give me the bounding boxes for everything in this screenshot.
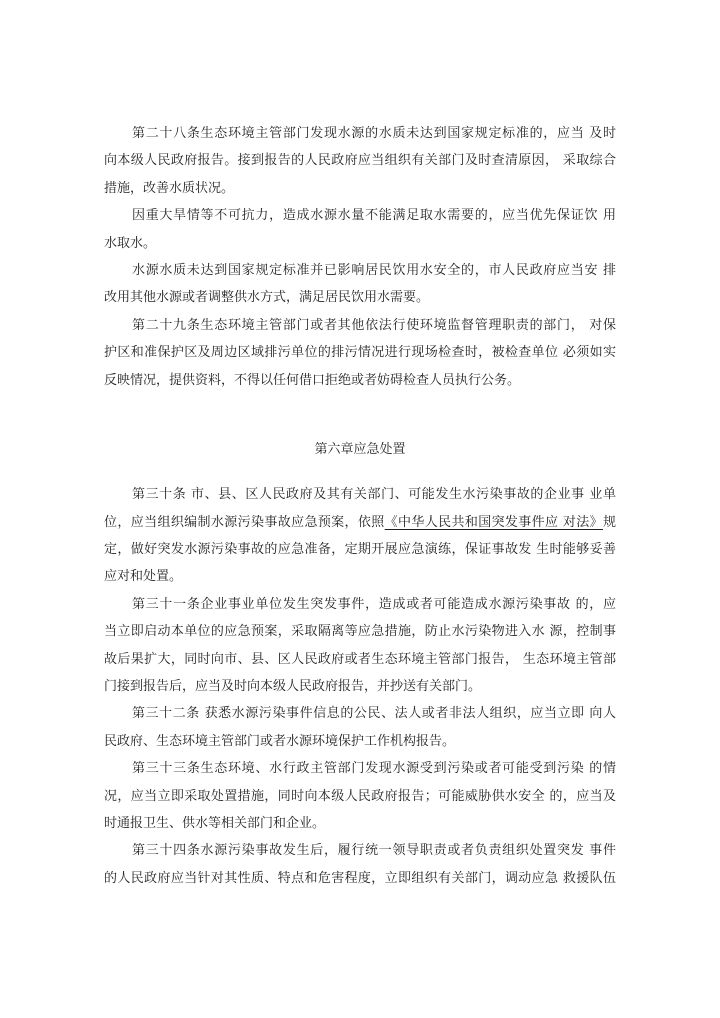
document-page bbox=[104, 120, 616, 892]
law-reference: 《中华人民共和国突发事件应 对法》 bbox=[384, 514, 603, 530]
text-line: 护区和准保护区及周边区域排污单位的排污情况进行现场检查时，被检查单位 必须如实 bbox=[104, 345, 616, 361]
text-line bbox=[104, 509, 616, 536]
text-line: 门接到报告后，应当及时向本级人民政府报告，并抄送有关部门。 bbox=[104, 679, 482, 695]
text-line: 第三十三条生态环境、水行政主管部门发现水源受到污染或者可能受到污染 的情 bbox=[132, 761, 616, 777]
text-line: 的人民政府应当针对其性质、特点和危害程度，立即组织有关部门，调动应急 救援队伍 bbox=[104, 870, 616, 886]
text-line: 第二十八条生态环境主管部门发现水源的水质未达到国家规定标准的，应当 及时 bbox=[132, 126, 616, 141]
text-line: 第三十条 市、县、区人民政府及其有关部门、可能发生水污染事故的企业事 业单 bbox=[132, 487, 616, 503]
text-line: 第三十二条 获悉水源污染事件信息的公民、法人或者非法人组织，应当立即 向人 bbox=[132, 706, 616, 722]
text-line: 措施，改善水质状况。 bbox=[104, 180, 235, 196]
text-line: 况，应当立即采取处置措施，同时向本级人民政府报告；可能威胁供水安全 的，应当及 bbox=[104, 788, 616, 804]
text-line: 第三十四条水源污染事故发生后，履行统一领导职责或者负责组织处置突发 事件 bbox=[132, 843, 616, 859]
article-34-paragraph bbox=[104, 837, 616, 892]
water-quality-paragraph bbox=[104, 257, 616, 312]
article-28-paragraph bbox=[104, 120, 616, 202]
article-31-paragraph bbox=[104, 591, 616, 701]
text-line: 水取水。 bbox=[104, 235, 157, 251]
text-line: 第二十九条生态环境主管部门或者其他依法行使环境监督管理职责的部门， 对保 bbox=[132, 317, 616, 333]
text-line: 时通报卫生、供水等相关部门和企业。 bbox=[104, 815, 326, 831]
text-line: 因重大旱情等不可抗力，造成水源水量不能满足取水需要的，应当优先保证饮 用 bbox=[132, 208, 616, 224]
text-line: 民政府、生态环境主管部门或者水源环境保护工作机构报告。 bbox=[104, 733, 456, 749]
text-line: 向本级人民政府报告。接到报告的人民政府应当组织有关部门及时查清原因， 采取综合 bbox=[104, 153, 616, 169]
text-line: 第三十一条企业事业单位发生突发事件，造成或者可能造成水源污染事故 的，应 bbox=[132, 596, 616, 612]
text-segment: 位，应当组织编制水源污染事故应急预案，依照 bbox=[104, 514, 385, 530]
article-29-paragraph bbox=[104, 312, 616, 394]
text-line: 当立即启动本单位的应急预案，采取隔离等应急措施，防止水污染物进入水 源，控制事 bbox=[104, 624, 616, 640]
text-line: 水源水质未达到国家规定标准并已影响居民饮用水安全的，市人民政府应当安 排 bbox=[132, 262, 616, 278]
drought-paragraph bbox=[104, 202, 616, 257]
article-33-paragraph bbox=[104, 755, 616, 837]
text-line: 改用其他水源或者调整供水方式，满足居民饮用水需要。 bbox=[104, 290, 430, 306]
text-segment: 规 bbox=[602, 514, 616, 530]
text-line: 故后果扩大，同时向市、县、区人民政府或者生态环境主管部门报告， 生态环境主管部 bbox=[104, 651, 616, 667]
text-line: 定，做好突发水源污染事故的应急准备，定期开展应急演练，保证事故发 生时能够妥善 bbox=[104, 542, 616, 558]
article-30-paragraph bbox=[104, 481, 616, 591]
article-32-paragraph bbox=[104, 700, 616, 755]
text-line: 反映情况，提供资料，不得以任何借口拒绝或者妨碍检查人员执行公务。 bbox=[104, 372, 521, 388]
text-line: 应对和处置。 bbox=[104, 569, 183, 585]
chapter-heading: 第六章应急处置 bbox=[314, 441, 406, 457]
